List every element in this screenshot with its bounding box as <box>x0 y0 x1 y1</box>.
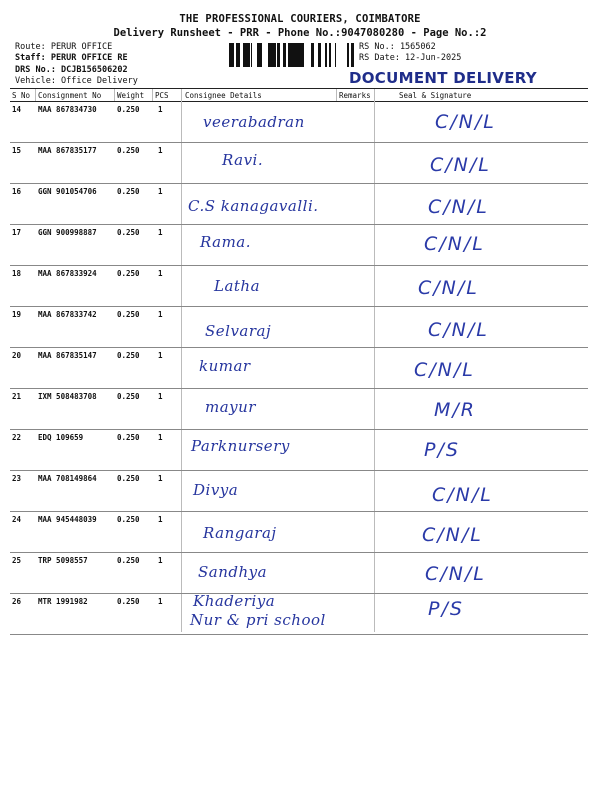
row-divider <box>10 593 588 594</box>
row-consignment-no: EDQ 109659 <box>38 433 84 442</box>
row-seal-signature: M/R <box>434 399 476 421</box>
staff-label: Staff: PERUR OFFICE RE <box>15 53 128 63</box>
row-weight: 0.250 <box>117 474 140 483</box>
col-divider <box>114 89 115 101</box>
barcode-bar <box>352 43 354 67</box>
row-seal-signature: C/N/L <box>414 359 475 381</box>
row-pcs: 1 <box>158 146 163 155</box>
row-pcs: 1 <box>158 597 163 606</box>
row-sno: 19 <box>12 310 22 319</box>
row-sno: 26 <box>12 597 22 606</box>
row-consignee-name: Selvaraj <box>205 322 272 340</box>
row-consignment-no: GGN 900998887 <box>38 228 97 237</box>
row-weight: 0.250 <box>117 556 140 565</box>
barcode-bar <box>236 43 239 67</box>
row-consignment-no: MAA 867835147 <box>38 351 97 360</box>
barcode-bar <box>325 43 327 67</box>
row-divider <box>10 511 588 512</box>
row-weight: 0.250 <box>117 515 140 524</box>
row-pcs: 1 <box>158 433 163 442</box>
row-weight: 0.250 <box>117 187 140 196</box>
row-pcs: 1 <box>158 105 163 114</box>
row-divider <box>10 388 588 389</box>
barcode-bar <box>347 43 349 67</box>
row-sno: 24 <box>12 515 22 524</box>
row-sno: 22 <box>12 433 22 442</box>
row-consignee-name: veerabadran <box>203 113 305 131</box>
row-seal-signature: P/S <box>428 598 464 620</box>
barcode-bar <box>245 43 248 67</box>
row-seal-signature: P/S <box>424 439 460 461</box>
barcode-bar <box>229 43 231 67</box>
row-consignment-no: TRP 5098557 <box>38 556 88 565</box>
document-delivery-stamp: DOCUMENT DELIVERY <box>349 69 537 87</box>
barcode-bar <box>300 43 302 67</box>
row-consignee-name: Rangaraj <box>203 524 277 542</box>
barcode-bar <box>260 43 262 67</box>
col-weight: Weight <box>117 91 145 100</box>
row-seal-signature: C/N/L <box>432 484 493 506</box>
row-pcs: 1 <box>158 474 163 483</box>
barcode-bar <box>277 43 280 67</box>
row-sno: 25 <box>12 556 22 565</box>
row-pcs: 1 <box>158 269 163 278</box>
row-seal-signature: C/N/L <box>422 524 483 546</box>
row-seal-signature: C/N/L <box>428 196 489 218</box>
row-divider <box>10 306 588 307</box>
row-consignment-no: IXM 508483708 <box>38 392 97 401</box>
row-weight: 0.250 <box>117 146 140 155</box>
row-divider <box>10 142 588 143</box>
barcode-bar <box>231 43 233 67</box>
row-pcs: 1 <box>158 392 163 401</box>
row-consignee-name: mayur <box>205 398 256 416</box>
barcode-bar <box>283 43 286 67</box>
row-seal-signature: C/N/L <box>435 111 496 133</box>
barcode-bar <box>293 43 296 67</box>
barcode-bar <box>311 43 314 67</box>
table-top-rule <box>10 88 588 89</box>
barcode-bar <box>233 43 234 67</box>
barcode-bar <box>270 43 273 67</box>
row-pcs: 1 <box>158 187 163 196</box>
row-sno: 20 <box>12 351 22 360</box>
row-pcs: 1 <box>158 310 163 319</box>
col-divider <box>35 89 36 101</box>
barcode-bar <box>257 43 259 67</box>
row-divider <box>10 347 588 348</box>
row-weight: 0.250 <box>117 392 140 401</box>
barcode-bar <box>288 43 290 67</box>
company-title: THE PROFESSIONAL COURIERS, COIMBATORE <box>179 13 421 25</box>
row-consignee-name: Khaderiya <box>193 592 276 610</box>
barcode-bar <box>302 43 304 67</box>
col-divider <box>152 89 153 101</box>
col-remarks: Remarks <box>339 91 371 100</box>
barcode-bar <box>243 43 245 67</box>
vehicle-label: Vehicle: Office Delivery <box>15 76 138 86</box>
row-seal-signature: C/N/L <box>418 277 479 299</box>
row-consignee-name: Parknursery <box>191 437 290 455</box>
row-seal-signature: C/N/L <box>425 563 486 585</box>
col-consignment: Consignment No <box>38 91 102 100</box>
barcode-bar <box>251 43 252 67</box>
row-weight: 0.250 <box>117 105 140 114</box>
row-sno: 16 <box>12 187 22 196</box>
row-sno: 15 <box>12 146 22 155</box>
row-weight: 0.250 <box>117 433 140 442</box>
col-sno: S No <box>12 91 31 100</box>
col-seal-signature: Seal & Signature <box>399 91 472 100</box>
barcode-bar <box>268 43 270 67</box>
row-pcs: 1 <box>158 228 163 237</box>
row-weight: 0.250 <box>117 351 140 360</box>
row-divider <box>10 470 588 471</box>
row-sno: 17 <box>12 228 22 237</box>
row-consignee-name: kumar <box>199 357 251 375</box>
row-divider <box>10 224 588 225</box>
barcode-bar <box>318 43 321 67</box>
barcode-bar <box>329 43 330 67</box>
row-consignment-no: MTR 1991982 <box>38 597 88 606</box>
row-seal-signature: C/N/L <box>428 319 489 341</box>
col-pcs: PCS <box>155 91 169 100</box>
drs-number: DRS No.: DCJB156506202 <box>15 65 128 75</box>
barcode-image <box>229 43 354 67</box>
runsheet-title: Delivery Runsheet - PRR - Phone No.:9047080280 - Page No.:2 <box>113 27 487 39</box>
row-sno: 14 <box>12 105 22 114</box>
row-weight: 0.250 <box>117 597 140 606</box>
barcode-bar <box>273 43 276 67</box>
row-seal-signature: C/N/L <box>430 154 491 176</box>
col-divider <box>336 89 337 101</box>
barcode-bar <box>297 43 300 67</box>
barcode-bar <box>296 43 297 67</box>
row-consignee-name: Rama. <box>200 233 252 251</box>
rs-number: RS No.: 1565062 <box>359 42 436 52</box>
row-consignment-no: MAA 867833924 <box>38 269 97 278</box>
barcode-bar <box>335 43 336 67</box>
row-consignment-no: MAA 708149864 <box>38 474 97 483</box>
row-consignee-name: C.S kanagavalli. <box>188 197 319 215</box>
row-consignee-name: Divya <box>193 481 239 499</box>
route-label: Route: PERUR OFFICE <box>15 42 113 52</box>
row-divider <box>10 552 588 553</box>
row-consignee-name: Sandhya <box>198 563 268 581</box>
row-divider <box>10 634 588 635</box>
row-consignment-no: MAA 867833742 <box>38 310 97 319</box>
row-consignment-no: GGN 901054706 <box>38 187 97 196</box>
row-consignee-name: Ravi. <box>222 151 264 169</box>
row-sno: 18 <box>12 269 22 278</box>
row-consignee-name: Latha <box>214 277 261 295</box>
barcode-bar <box>351 43 352 67</box>
col-divider <box>374 89 375 632</box>
row-weight: 0.250 <box>117 228 140 237</box>
row-seal-signature: C/N/L <box>424 233 485 255</box>
row-weight: 0.250 <box>117 269 140 278</box>
col-consignee: Consignee Details <box>185 91 262 100</box>
barcode-bar <box>259 43 260 67</box>
row-divider <box>10 429 588 430</box>
row-consignment-no: MAA 945448039 <box>38 515 97 524</box>
rs-date: RS Date: 12-Jun-2025 <box>359 53 462 63</box>
row-pcs: 1 <box>158 351 163 360</box>
row-divider <box>10 265 588 266</box>
row-weight: 0.250 <box>117 310 140 319</box>
col-divider <box>181 89 182 632</box>
barcode-bar <box>290 43 293 67</box>
barcode-bar <box>330 43 331 67</box>
row-consignee-name-line2: Nur & pri school <box>190 611 326 629</box>
row-consignment-no: MAA 867834730 <box>38 105 97 114</box>
row-consignment-no: MAA 867835177 <box>38 146 97 155</box>
row-divider <box>10 183 588 184</box>
row-sno: 23 <box>12 474 22 483</box>
barcode-bar <box>248 43 250 67</box>
header-bottom-rule <box>10 101 588 102</box>
row-pcs: 1 <box>158 556 163 565</box>
row-sno: 21 <box>12 392 22 401</box>
row-pcs: 1 <box>158 515 163 524</box>
barcode-bar <box>239 43 240 67</box>
